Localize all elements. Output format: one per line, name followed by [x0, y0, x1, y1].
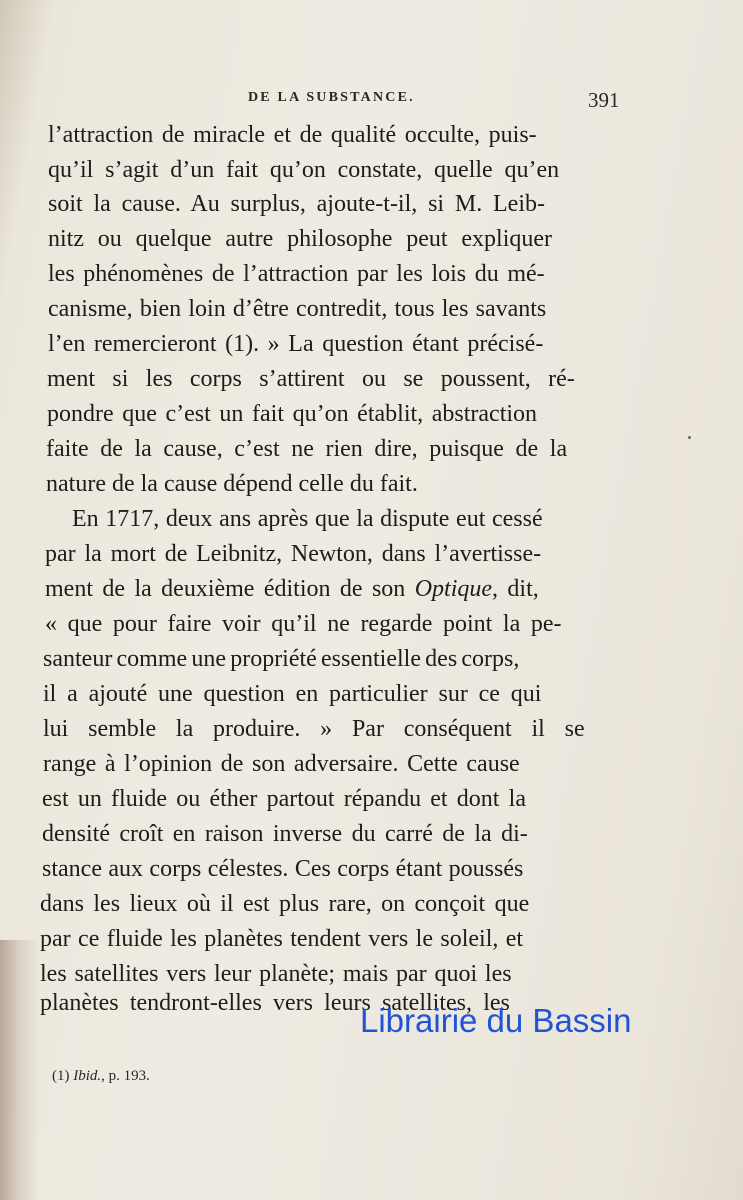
- text-line: densité croît en raison inverse du carré de la di-: [42, 821, 528, 847]
- page-number: 391: [588, 88, 620, 112]
- footnote-reference: Ibid.: [73, 1068, 102, 1084]
- text-line: planètes tendront-elles vers leurs satellites, les: [40, 990, 510, 1016]
- text-line: lui semble la produire. » Par conséquent il se: [43, 716, 585, 742]
- text-line: qu’il s’agit d’un fait qu’on constate, quelle qu’en: [48, 157, 560, 183]
- italic-title: Optique: [414, 576, 493, 602]
- text-line: En 1717, deux ans après que la dispute eut cessé: [72, 506, 543, 532]
- text-line: ment si les corps s’attirent ou se poussent, ré-: [47, 366, 575, 392]
- text-line: faite de la cause, c’est ne rien dire, puisque de la: [46, 436, 568, 462]
- text-line: les phénomènes de l’attraction par les lois du mé-: [48, 261, 545, 287]
- text-line: l’en remercieront (1). » La question étant précisé-: [48, 331, 544, 357]
- text-line-start: ment de la deuxième édition de son: [45, 576, 415, 602]
- footnote-page: , p. 193.: [101, 1068, 150, 1084]
- running-title: DE LA SUBSTANCE.: [248, 90, 415, 105]
- page-edge-shadow: [0, 940, 40, 1200]
- footnote: [52, 1068, 150, 1085]
- text-line: pondre que c’est un fait qu’on établit, abstraction: [47, 401, 538, 427]
- text-line: dans les lieux où il est plus rare, on conçoit que: [40, 891, 530, 917]
- footnote-marker: (1): [52, 1068, 74, 1084]
- text-line: les satellites vers leur planète; mais par quoi les: [40, 961, 512, 987]
- text-line: « que pour faire voir qu’il ne regarde point la pe-: [45, 611, 562, 637]
- text-line: [45, 572, 539, 606]
- text-line: range à l’opinion de son adversaire. Cette cause: [43, 751, 520, 777]
- text-line: par ce fluide les planètes tendent vers le soleil, et: [40, 926, 524, 952]
- text-line: canisme, bien loin d’être contredit, tous les savants: [48, 296, 547, 322]
- text-line: nature de la cause dépend celle du fait.: [46, 471, 418, 497]
- text-line: santeur comme une propriété essentielle des corps,: [43, 646, 520, 672]
- paper-speck: [688, 436, 691, 439]
- running-head: [0, 86, 743, 116]
- watermark: Librairie du Bassin: [360, 1002, 632, 1039]
- text-line: par la mort de Leibnitz, Newton, dans l’avertisse-: [45, 541, 542, 567]
- text-line: l’attraction de miracle et de qualité occulte, puis-: [48, 122, 537, 148]
- text-line: nitz ou quelque autre philosophe peut expliquer: [48, 226, 553, 252]
- text-line: stance aux corps célestes. Ces corps étant poussés: [42, 856, 524, 882]
- text-line: est un fluide ou éther partout répandu et dont la: [42, 786, 526, 812]
- text-line-end: , dit,: [492, 576, 539, 602]
- text-line: il a ajouté une question en particulier sur ce qui: [43, 681, 542, 707]
- text-line: soit la cause. Au surplus, ajoute-t-il, si M. Leib-: [48, 191, 545, 217]
